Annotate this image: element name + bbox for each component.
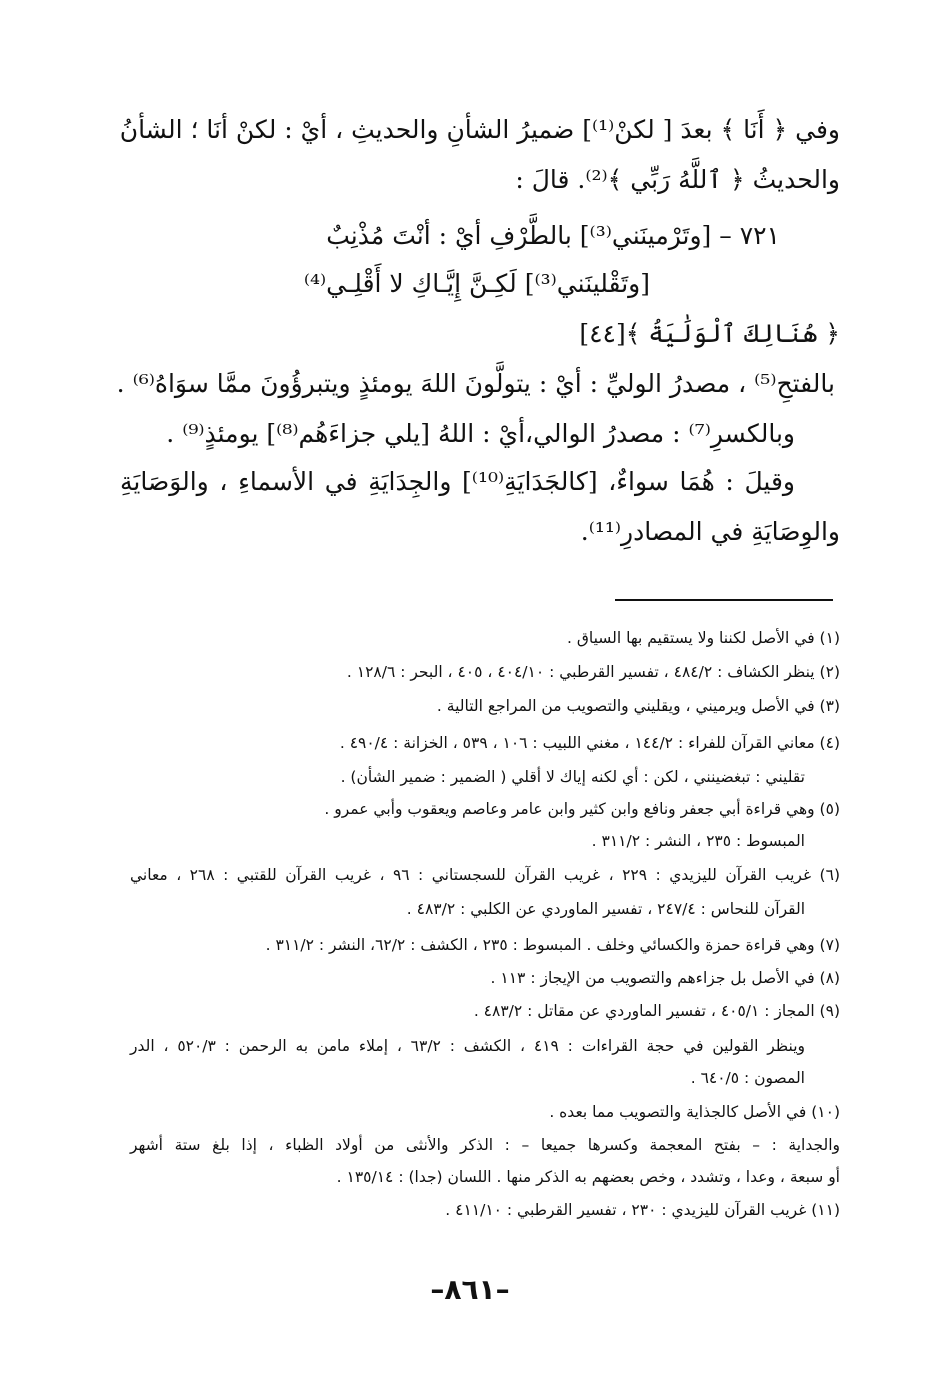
page-number: –٨٦١– bbox=[430, 1273, 510, 1306]
footnote-10-cont-2: أو سبعة ، وعدا ، وتشدد ، وخص بعضهم به الذكر منها . اللسان (جدا) : ١٣٥/١٤ . bbox=[336, 1168, 840, 1186]
footnote-9-cont: وينظر القولين في حجة القراءات : ٤١٩ ، الكشف : ٦٣/٢ ، إملاء مامن به الرحمن : ٥٢٠/٣ ، الدر bbox=[130, 1037, 805, 1055]
footnote-6: (٦) غريب القرآن لليزيدي : ٢٢٩ ، غريب القرآن للسجستاني : ٩٦ ، غريب القرآن للقتبي : ٢٦٨ ، معاني bbox=[130, 866, 840, 884]
body-line-3: بالفتحِ⁽⁵⁾ ، مصدرُ الوليِّ : أيْ : يتولَّونَ اللهَ يومئذٍ ويتبرؤُونَ ممَّا سوَاهُ⁽⁶⁾ . bbox=[116, 369, 835, 398]
ayah-heading: ﴿ هُنَالِكَ ٱلْوَلَٰيَةُ ﴾[٤٤] bbox=[579, 319, 840, 348]
footnote-6-cont: القرآن للنحاس : ٢٤٧/٤ ، تفسير الماوردي عن الكلبي : ٤٨٣/٢ . bbox=[406, 900, 805, 918]
footnote-4-gloss: تقليني : تبغضينني ، لكن : أي لكنه إياك لا أقلي ( الضمير : ضمير الشأن) . bbox=[340, 768, 805, 786]
footnote-7: (٧) وهي قراءة حمزة والكسائي وخلف . المبسوط : ٢٣٥ ، الكشف : ٦٢/٢، النشر : ٣١١/٢ . bbox=[265, 936, 840, 954]
body-line-4: وبالكسرِ⁽⁷⁾ : مصدرُ الوالي،أيْ : اللهُ [يلي جزاءَهُم⁽⁸⁾] يومئذٍ⁽⁹⁾ . bbox=[166, 419, 795, 448]
footnote-9-cont-2: المصون : ٦٤٠/٥ . bbox=[690, 1069, 805, 1087]
footnote-9: (٩) المجاز : ٤٠٥/١ ، تفسير الماوردي عن مقاتل : ٤٨٣/٢ . bbox=[473, 1002, 840, 1020]
footnote-5-cont: المبسوط : ٢٣٥ ، النشر : ٣١١/٢ . bbox=[591, 832, 805, 850]
footnote-4: (٤) معاني القرآن للفراء : ١٤٤/٢ ، مغني اللبيب : ١٠٦ ، ٥٣٩ ، الخزانة : ٤٩٠/٤ . bbox=[339, 734, 840, 752]
footnote-3: (٣) في الأصل ويرميني ، ويقليني والتصويب من المراجع التالية . bbox=[436, 697, 840, 715]
footnote-11: (١١) غريب القرآن لليزيدي : ٢٣٠ ، تفسير القرطبي : ٤١١/١٠ . bbox=[445, 1201, 840, 1219]
verse-second-hemistich: [وتَقْلينَني⁽³⁾] لَكِـنَّ إِيَّـاكِ لا أَقْلِـي⁽⁴⁾ bbox=[303, 269, 650, 298]
footnote-separator bbox=[615, 599, 833, 601]
footnote-2: (٢) ينظر الكشاف : ٤٨٤/٢ ، تفسير القرطبي : ٤٠٤/١٠ ، ٤٠٥ ، البحر : ١٢٨/٦ . bbox=[346, 663, 840, 681]
footnote-10-cont: والجداية : – بفتح المعجمة وكسرها جميعا – : الذكر والأنثى من أولاد الظباء ، إذا بلغ ستة أشهر bbox=[130, 1136, 840, 1154]
footnote-10: (١٠) في الأصل كالجذاية والتصويب مما بعده . bbox=[549, 1103, 840, 1121]
footnote-8: (٨) في الأصل بل جزاءهم والتصويب من الإيجاز : ١١٣ . bbox=[490, 969, 840, 987]
body-line-5: وقيلَ : هُمَا سواءٌ، [كالجَدَايَةِ⁽¹⁰⁾] والجِدَايَةِ في الأسماءِ ، والوَصَايَةِ bbox=[120, 467, 795, 496]
footnote-5: (٥) وهي قراءة أبي جعفر ونافع وابن كثير وابن عامر وعاصم ويعقوب وأبي عمرو . bbox=[324, 800, 840, 818]
verse-first-hemistich: ٧٢١ – [وتَرْمينَني⁽³⁾] بالطَّرْفِ أيْ : أنْتَ مُذْنِبٌ bbox=[326, 221, 780, 250]
body-line-1: وفي ﴿ أَنَا ﴾ بعدَ [ لكنْ⁽¹⁾] ضميرُ الشأنِ والحديثِ ، أيْ : لكنْ أنَا ؛ الشأنُ bbox=[119, 115, 840, 144]
body-line-6: والوِصَايَةِ في المصادرِ⁽¹¹⁾. bbox=[580, 517, 840, 546]
footnote-1: (١) في الأصل لكننا ولا يستقيم بها السياق . bbox=[567, 629, 840, 647]
body-line-2: والحديثُ ﴿ ٱللَّهُ رَبِّي ﴾⁽²⁾. قالَ : bbox=[515, 165, 840, 194]
